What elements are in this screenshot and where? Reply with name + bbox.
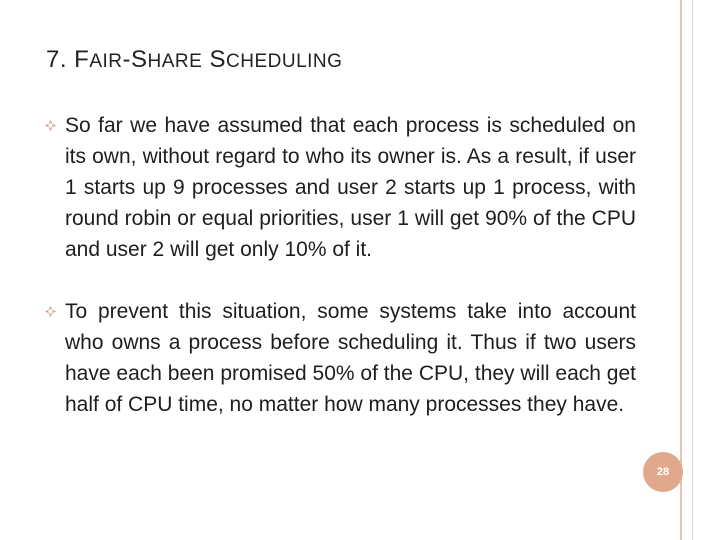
fancy-bullet-icon xyxy=(44,305,57,318)
bullet-text: So far we have assumed that each process is scheduled on its own, without regard to who its owner is. As a result, if user 1 starts up 9 processes and user 2 starts up 1 process, with round robin or equal priorities, user 1 will get 90% of the CPU and user 2 will get only 10% of it. xyxy=(65,114,636,261)
title-part: AIR xyxy=(89,51,123,72)
slide-body xyxy=(44,110,636,420)
title-part: CHEDULING xyxy=(226,51,343,72)
title-sep: -S xyxy=(122,46,148,73)
decorative-line xyxy=(692,0,693,540)
bullet-item xyxy=(44,110,636,265)
title-part: HARE xyxy=(147,51,203,72)
bullet-item xyxy=(44,296,636,420)
title-space: S xyxy=(202,46,227,73)
slide-title xyxy=(46,46,342,74)
fancy-bullet-icon xyxy=(44,119,57,132)
title-lead: 7. F xyxy=(46,46,90,73)
decorative-line xyxy=(680,0,682,540)
page-number: 28 xyxy=(656,466,670,478)
bullet-text: To prevent this situation, some systems take into account who owns a process before scheduling it. Thus if two users have each been promised 50% of the CPU, they will each get half of CPU time, no matter how many processes they have. xyxy=(65,300,636,416)
page-number-badge xyxy=(643,452,683,492)
